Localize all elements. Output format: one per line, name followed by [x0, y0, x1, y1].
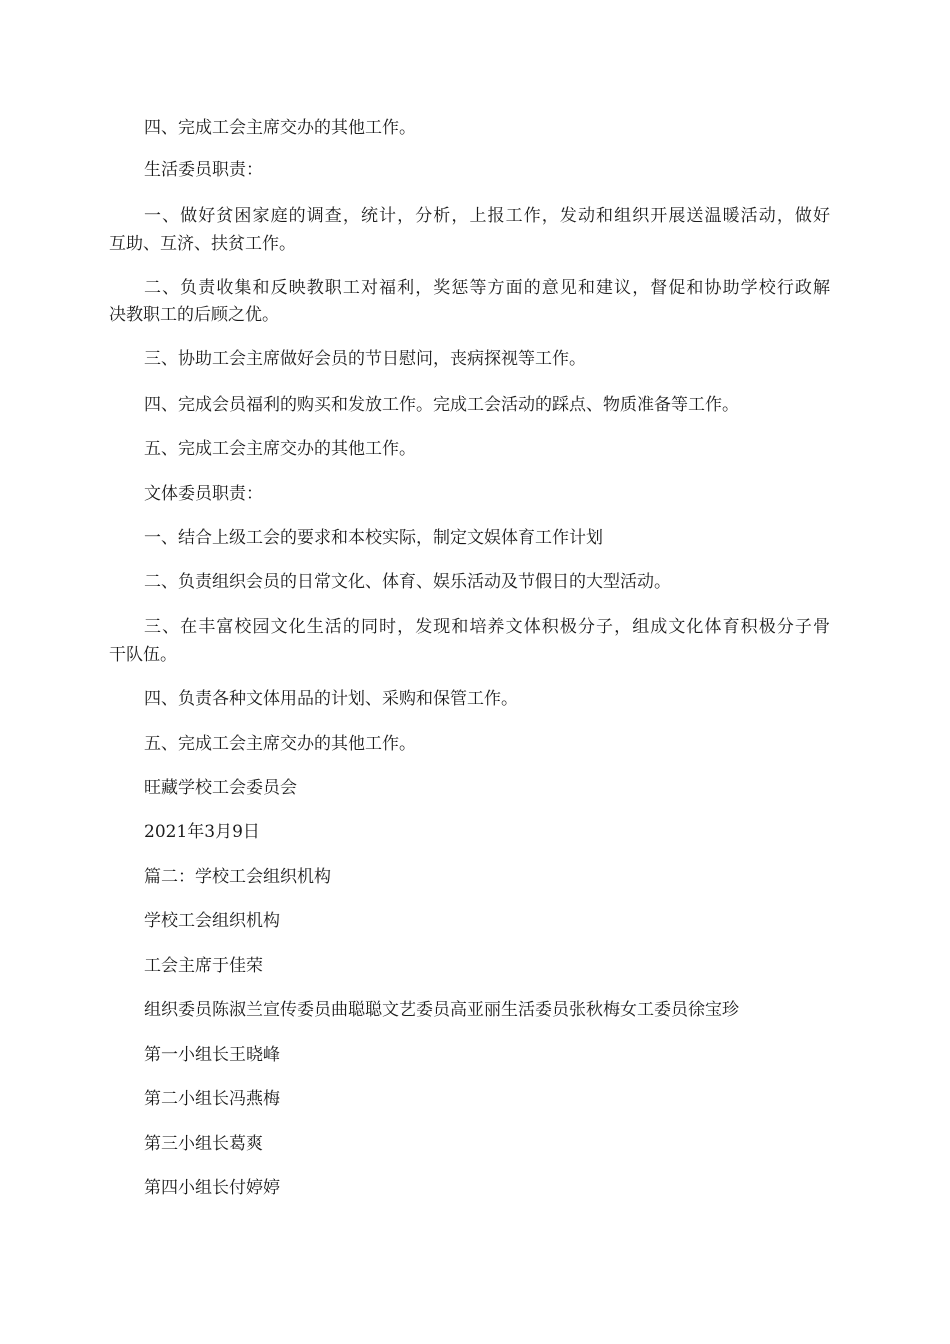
text-line: 工会主席于佳荣: [144, 956, 263, 976]
text-line: 决教职工的后顾之优。: [109, 305, 279, 325]
text-line: 三、协助工会主席做好会员的节日慰问，丧病探视等工作。: [144, 349, 586, 369]
organization-signature: 旺藏学校工会委员会: [144, 778, 297, 798]
section-heading-culture-sports-committee: 文体委员职责：: [144, 484, 263, 504]
text-line: 干队伍。: [109, 645, 177, 665]
text-line: 五、完成工会主席交办的其他工作。: [144, 439, 416, 459]
text-line: 四、完成会员福利的购买和发放工作。完成工会活动的踩点、物质准备等工作。: [144, 395, 739, 415]
text-line: 第三小组长葛爽: [144, 1134, 263, 1154]
text-line: 组织委员陈淑兰宣传委员曲聪聪文艺委员高亚丽生活委员张秋梅女工委员徐宝珍: [144, 1000, 739, 1020]
text-line: 四、完成工会主席交办的其他工作。: [144, 118, 416, 138]
text-line: 第四小组长付婷婷: [144, 1178, 280, 1198]
text-line: 五、完成工会主席交办的其他工作。: [144, 734, 416, 754]
section-heading-org-structure: 学校工会组织机构: [144, 911, 280, 931]
text-line: 第二小组长冯燕梅: [144, 1089, 280, 1109]
text-line: 二、负责组织会员的日常文化、体育、娱乐活动及节假日的大型活动。: [144, 572, 671, 592]
text-line: 一、结合上级工会的要求和本校实际，制定文娱体育工作计划: [144, 528, 603, 548]
text-line: 三、在丰富校园文化生活的同时，发现和培养文体积极分子，组成文化体育积极分子骨: [144, 617, 830, 637]
text-line: 第一小组长王晓峰: [144, 1045, 280, 1065]
text-line: 四、负责各种文体用品的计划、采购和保管工作。: [144, 689, 518, 709]
document-date: 2021年3月9日: [144, 822, 260, 842]
text-line: 二、负责收集和反映教职工对福利，奖惩等方面的意见和建议，督促和协助学校行政解: [144, 278, 830, 298]
section-heading-life-committee: 生活委员职责：: [144, 160, 263, 180]
chapter-heading: 篇二：学校工会组织机构: [144, 867, 331, 887]
text-line: 一、做好贫困家庭的调查，统计，分析，上报工作，发动和组织开展送温暖活动，做好: [144, 206, 830, 226]
text-line: 互助、互济、扶贫工作。: [109, 234, 296, 254]
